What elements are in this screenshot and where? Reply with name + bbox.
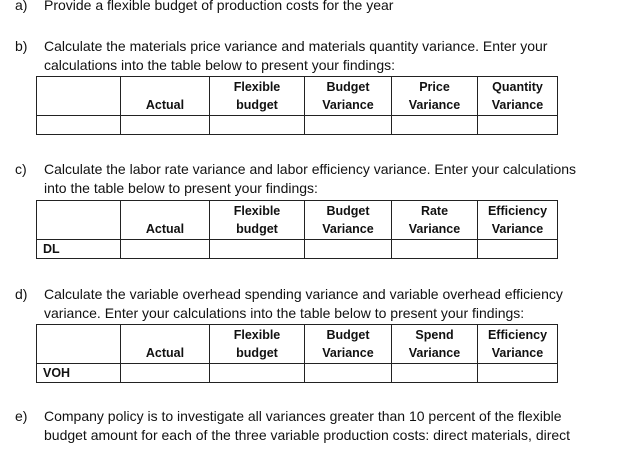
- table-cell[interactable]: [210, 240, 305, 259]
- table-row: [37, 240, 558, 259]
- labor-variance-table: [36, 200, 558, 259]
- table-cell[interactable]: [392, 240, 478, 259]
- overhead-variance-table: [36, 324, 558, 383]
- header-cell-price-variance: Price Variance: [392, 77, 478, 116]
- table-cell[interactable]: [121, 364, 210, 383]
- table-cell[interactable]: [121, 240, 210, 259]
- row-label-cell: [37, 116, 121, 135]
- header-cell-actual: Actual: [121, 201, 210, 240]
- item-d-label: d): [15, 286, 28, 302]
- header-cell-actual: Actual: [121, 325, 210, 364]
- header-cell-blank: [37, 325, 121, 364]
- header-cell-quantity-variance: Quantity Variance: [478, 77, 558, 116]
- materials-variance-table: [36, 76, 558, 135]
- item-c-line1: Calculate the labor rate variance and labor efficiency variance. Enter your calculations: [44, 161, 577, 177]
- item-c-label: c): [15, 161, 27, 177]
- table-cell[interactable]: [478, 240, 558, 259]
- row-label-cell: DL: [37, 240, 121, 259]
- header-cell-flexible-budget: Flexible budget: [210, 325, 305, 364]
- table-cell[interactable]: [121, 116, 210, 135]
- item-e-line2: budget amount for each of the three variable production costs: direct materials, direct: [44, 427, 571, 443]
- table-row: [37, 364, 558, 383]
- header-cell-blank: [37, 77, 121, 116]
- row-label-cell: VOH: [37, 364, 121, 383]
- table-header-row: [37, 325, 558, 364]
- item-c-line2: into the table below to present your findings:: [44, 180, 318, 196]
- header-cell-efficiency-variance: Efficiency Variance: [478, 201, 558, 240]
- header-cell-flexible-budget: Flexible budget: [210, 201, 305, 240]
- header-cell-rate-variance: Rate Variance: [392, 201, 478, 240]
- table-cell[interactable]: [305, 364, 392, 383]
- table-cell[interactable]: [305, 116, 392, 135]
- table-row: [37, 116, 558, 135]
- table-cell[interactable]: [210, 364, 305, 383]
- item-e-line1: Company policy is to investigate all variances greater than 10 percent of the flexible: [44, 408, 562, 424]
- table-cell[interactable]: [305, 240, 392, 259]
- header-cell-blank: [37, 201, 121, 240]
- item-a-text: Provide a flexible budget of production costs for the year: [44, 0, 394, 13]
- item-d-line2: variance. Enter your calculations into the table below to present your findings:: [44, 305, 525, 321]
- header-cell-budget-variance: Budget Variance: [305, 201, 392, 240]
- header-cell-spend-variance: Spend Variance: [392, 325, 478, 364]
- header-cell-actual: Actual: [121, 77, 210, 116]
- header-cell-budget-variance: Budget Variance: [305, 77, 392, 116]
- item-a-label: a): [15, 0, 28, 13]
- table-cell[interactable]: [210, 116, 305, 135]
- header-cell-flexible-budget: Flexible budget: [210, 77, 305, 116]
- table-cell[interactable]: [478, 364, 558, 383]
- table-cell[interactable]: [392, 364, 478, 383]
- header-cell-efficiency-variance: Efficiency Variance: [478, 325, 558, 364]
- table-header-row: [37, 201, 558, 240]
- header-cell-budget-variance: Budget Variance: [305, 325, 392, 364]
- item-e-label: e): [15, 408, 28, 424]
- item-b-line2: calculations into the table below to present your findings:: [44, 57, 395, 73]
- table-cell[interactable]: [392, 116, 478, 135]
- table-header-row: [37, 77, 558, 116]
- item-b-line1: Calculate the materials price variance and materials quantity variance. Enter your: [44, 38, 548, 54]
- item-b-label: b): [15, 38, 28, 54]
- item-d-line1: Calculate the variable overhead spending variance and variable overhead efficiency: [44, 286, 563, 302]
- table-cell[interactable]: [478, 116, 558, 135]
